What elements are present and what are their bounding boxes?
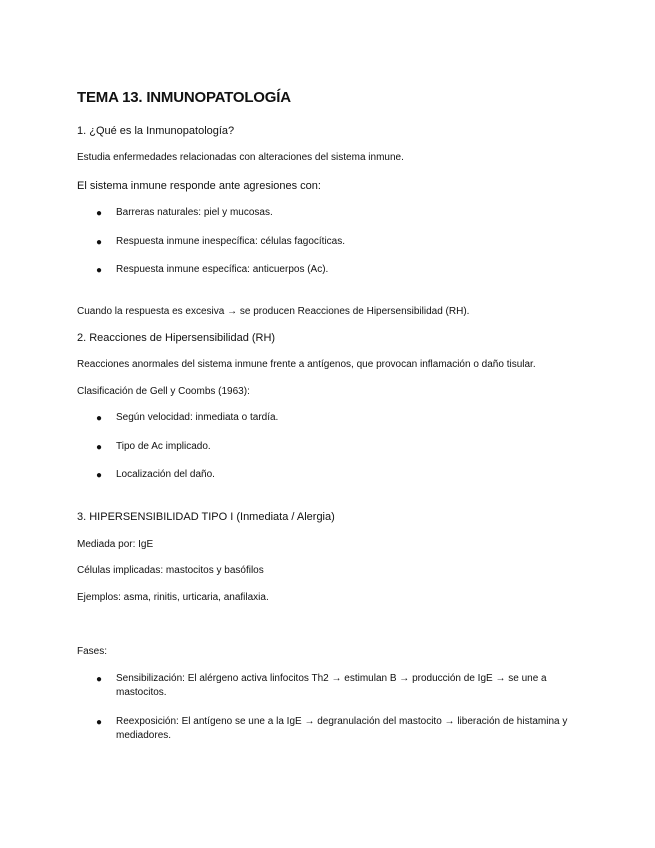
bullet-dot: ●	[96, 470, 103, 481]
bullet-dot: ●	[96, 442, 103, 453]
section-1-bullet-1: Barreras naturales: piel y mucosas.	[116, 207, 273, 218]
section-2-heading: 2. Reacciones de Hipersensibilidad (RH)	[77, 332, 276, 344]
section-3-paragraph-2: Células implicadas: mastocitos y basófilos	[77, 565, 264, 576]
section-2-bullet-1: Según velocidad: inmediata o tardía.	[116, 412, 279, 423]
section-3-heading: 3. HIPERSENSIBILIDAD TIPO I (Inmediata / Alergia)	[77, 511, 335, 523]
bullet-dot: ●	[96, 265, 103, 276]
bullet-dot: ●	[96, 674, 103, 685]
section-3-paragraph-3: Ejemplos: asma, rinitis, urticaria, anafilaxia.	[77, 592, 269, 603]
section-2-bullet-3: Localización del daño.	[116, 469, 215, 480]
document-title: TEMA 13. INMUNOPATOLOGÍA	[77, 89, 291, 106]
bullet-dot: ●	[96, 413, 103, 424]
bullet-dot: ●	[96, 208, 103, 219]
section-2-paragraph-2: Clasificación de Gell y Coombs (1963):	[77, 386, 250, 397]
bullet-dot: ●	[96, 237, 103, 248]
section-1-paragraph-3: Cuando la respuesta es excesiva → se producen Reacciones de Hipersensibilidad (RH).	[77, 306, 470, 317]
section-1-bullet-2: Respuesta inmune inespecífica: células fagocíticas.	[116, 236, 346, 247]
section-3-paragraph-4: Fases:	[77, 646, 108, 657]
section-3-bullet-1: Sensibilización: El alérgeno activa linfocitos Th2 → estimulan B → producción de IgE → se une a mastocitos.	[116, 673, 547, 698]
bullet-dot: ●	[96, 717, 103, 728]
section-2-bullet-2: Tipo de Ac implicado.	[116, 441, 211, 452]
section-1-bullet-3: Respuesta inmune específica: anticuerpos (Ac).	[116, 264, 329, 275]
section-3-bullet-2: Reexposición: El antígeno se une a la IgE → degranulación del mastocito → liberación de histamina y mediadores.	[116, 716, 568, 741]
section-1-paragraph-2: El sistema inmune responde ante agresiones con:	[77, 180, 321, 192]
section-1-heading: 1. ¿Qué es la Inmunopatología?	[77, 125, 235, 137]
section-2-paragraph-1: Reacciones anormales del sistema inmune frente a antígenos, que provocan inflamación o daño tisular.	[77, 359, 536, 370]
section-3-paragraph-1: Mediada por: IgE	[77, 539, 154, 550]
section-1-paragraph-1: Estudia enfermedades relacionadas con alteraciones del sistema inmune.	[77, 152, 404, 163]
